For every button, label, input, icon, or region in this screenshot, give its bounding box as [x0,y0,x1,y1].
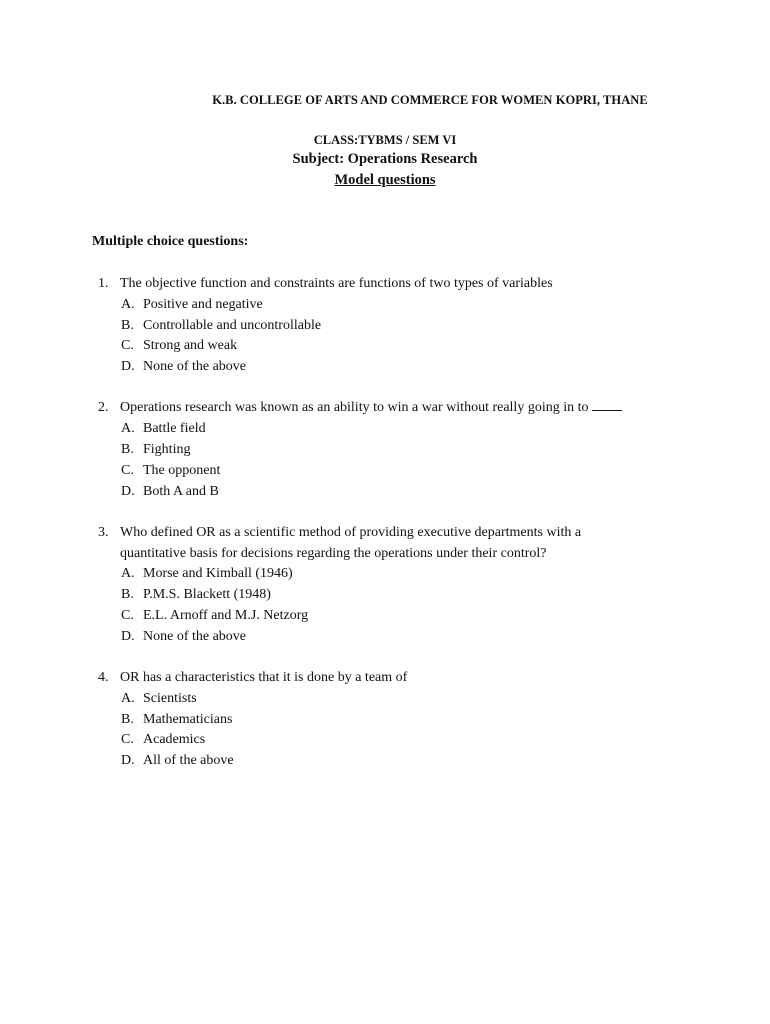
question-text: Operations research was known as an ability to win a war without really going in to [120,400,589,416]
option-text: Both A and B [143,483,219,499]
option-letter: A. [121,690,135,706]
option-letter: D. [121,359,135,375]
option [0,295,770,316]
option [0,564,770,585]
model-questions-heading [0,172,770,189]
option [0,482,770,503]
option [0,440,770,461]
option-letter: A. [121,296,135,312]
option [0,316,770,337]
option-letter: B. [121,711,134,727]
option-letter: B. [121,441,134,457]
option-text: The opponent [143,462,221,478]
option-letter: B. [121,317,134,333]
model-questions-text: Model questions [334,172,436,188]
section-heading: Multiple choice questions: [92,234,249,249]
option-letter: C. [121,338,134,354]
subject-title: Subject: Operations Research [292,151,478,167]
option [0,689,770,710]
question-3 [0,523,770,648]
option-text: Mathematicians [143,711,233,727]
question-text-wrap [120,398,680,419]
option-text: All of the above [143,753,234,769]
option [0,606,770,627]
option [0,585,770,606]
option-text: Controllable and uncontrollable [143,317,322,333]
question-1 [0,274,770,378]
option-text: None of the above [143,359,247,375]
question-number: 1. [98,276,109,291]
option-letter: A. [121,421,135,437]
option-letter: D. [121,483,135,499]
option [0,627,770,648]
option-letter: D. [121,753,135,769]
option [0,336,770,357]
question-list [0,274,770,792]
class-line: CLASS:TYBMS / SEM VI [313,133,457,147]
question-4 [0,668,770,772]
option [0,357,770,378]
option-text: P.M.S. Blackett (1948) [143,587,271,603]
option-text: Battle field [143,421,206,437]
option-text: Scientists [143,690,197,706]
option-letter: B. [121,587,134,603]
question-2 [0,398,770,502]
option-text: E.L. Arnoff and M.J. Netzorg [143,607,309,623]
option-letter: C. [121,732,134,748]
question-text: Who defined OR as a scientific method of providing executive departments with a quantitative basis for decisions regarding the operations under their control? [120,524,582,561]
question-number: 2. [98,400,109,416]
option [0,730,770,751]
option [0,461,770,482]
option-text: Strong and weak [143,338,238,354]
option-text: None of the above [143,628,247,644]
option-letter: A. [121,566,135,582]
question-number: 3. [98,524,109,540]
option-letter: C. [121,462,134,478]
option-text: Academics [143,732,206,748]
option-letter: C. [121,607,134,623]
option-text: Fighting [143,441,191,457]
college-name: K.B. COLLEGE OF ARTS AND COMMERCE FOR WOMEN KOPRI, THANE [212,93,648,107]
option [0,419,770,440]
option [0,710,770,731]
question-text: OR has a characteristics that it is done by a team of [120,669,408,685]
option-text: Positive and negative [143,296,263,312]
answer-blank [592,398,622,411]
option-letter: D. [121,628,135,644]
question-number: 4. [98,669,109,685]
option [0,751,770,772]
option-text: Morse and Kimball (1946) [143,566,293,582]
question-text: The objective function and constraints are functions of two types of variables [120,276,553,291]
